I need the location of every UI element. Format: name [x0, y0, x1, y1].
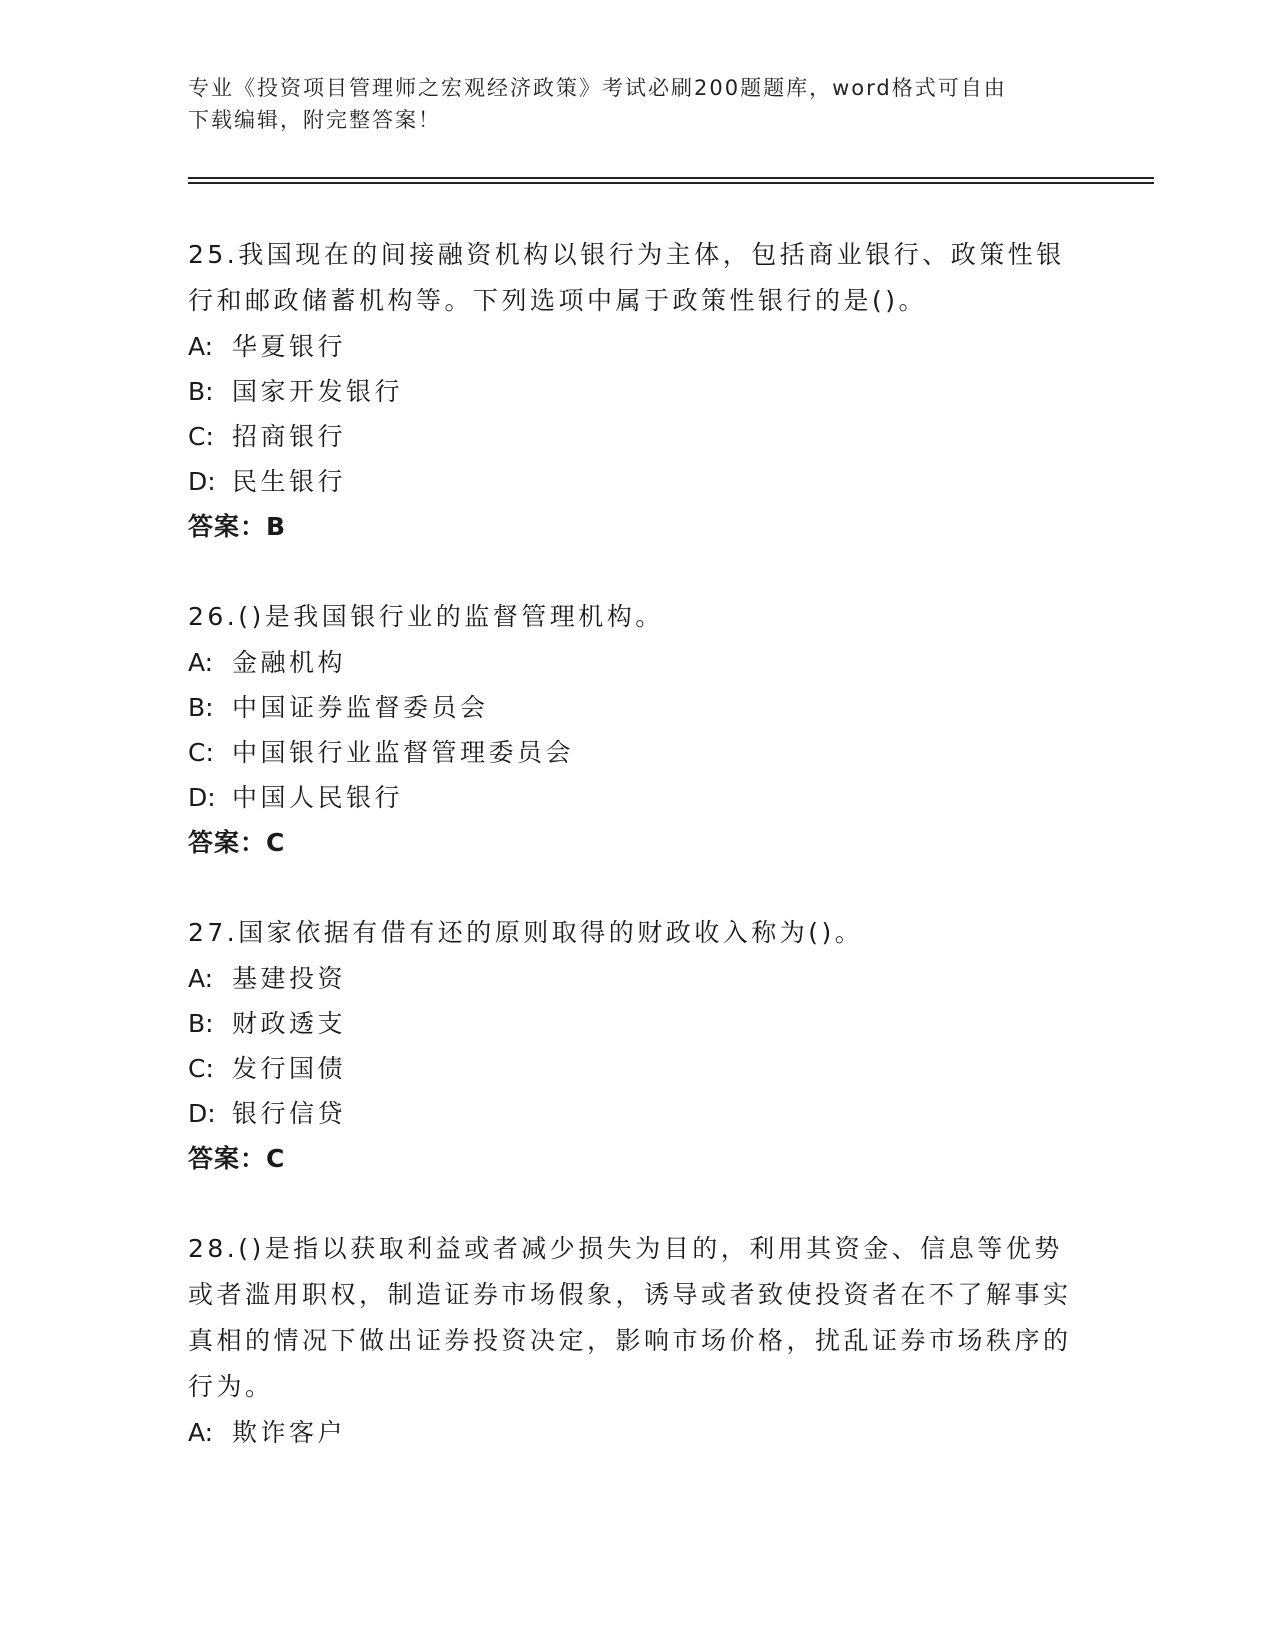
option-text: 华夏银行: [232, 332, 347, 361]
option-key: B:: [188, 1009, 214, 1038]
question-27: [188, 910, 1088, 1182]
option-text: 民生银行: [232, 467, 347, 496]
option-text: 国家开发银行: [232, 377, 404, 406]
question-28: [188, 1226, 1088, 1455]
option-key: C:: [188, 738, 214, 767]
answer-label: 答案：B: [188, 512, 287, 541]
option-key: D:: [188, 783, 216, 812]
header-line-2: 下载编辑，附完整答案！: [188, 108, 441, 132]
header-divider-bottom: [188, 182, 1154, 184]
option-text: 欺诈客户: [232, 1418, 347, 1447]
question-26: [188, 594, 1088, 866]
question-list: [188, 232, 1088, 1499]
question-25: [188, 232, 1088, 550]
option-text: 财政透支: [232, 1009, 347, 1038]
option-d: [188, 1091, 1088, 1136]
option-text: 招商银行: [232, 422, 347, 451]
option-a: [188, 640, 1088, 685]
option-b: [188, 369, 1088, 414]
option-a: [188, 324, 1088, 369]
option-text: 银行信贷: [232, 1099, 347, 1128]
option-text: 中国证券监督委员会: [232, 693, 489, 722]
option-text: 金融机构: [232, 648, 347, 677]
option-c: [188, 414, 1088, 459]
answer-label: 答案：C: [188, 828, 286, 857]
option-key: C:: [188, 1054, 214, 1083]
option-b: [188, 685, 1088, 730]
option-text: 基建投资: [232, 964, 347, 993]
option-key: A:: [188, 964, 214, 993]
option-text: 中国银行业监督管理委员会: [232, 738, 575, 767]
option-d: [188, 459, 1088, 504]
option-text: 发行国债: [232, 1054, 347, 1083]
option-key: A:: [188, 648, 214, 677]
question-stem: 26.()是我国银行业的监督管理机构。: [188, 602, 664, 631]
option-c: [188, 730, 1088, 775]
option-key: B:: [188, 693, 214, 722]
option-key: B:: [188, 377, 214, 406]
option-c: [188, 1046, 1088, 1091]
option-text: 中国人民银行: [232, 783, 404, 812]
option-a: [188, 1410, 1088, 1455]
option-key: D:: [188, 467, 216, 496]
answer-label: 答案：C: [188, 1144, 286, 1173]
document-header: [188, 72, 1068, 136]
header-divider-top: [188, 177, 1154, 179]
option-key: A:: [188, 1418, 214, 1447]
option-d: [188, 775, 1088, 820]
option-key: C:: [188, 422, 214, 451]
option-a: [188, 956, 1088, 1001]
question-stem: 28.()是指以获取利益或者减少损失为目的，利用其资金、信息等优势或者滥用职权，制造证券市场假象，诱导或者致使投资者在不了解事实真相的情况下做出证券投资决定，影响市场价格，扰乱证券市场秩序的行为。: [188, 1234, 1072, 1401]
option-key: D:: [188, 1099, 216, 1128]
question-stem: 27.国家依据有借有还的原则取得的财政收入称为()。: [188, 918, 864, 947]
option-b: [188, 1001, 1088, 1046]
question-stem: 25.我国现在的间接融资机构以银行为主体，包括商业银行、政策性银行和邮政储蓄机构等。下列选项中属于政策性银行的是()。: [188, 240, 1065, 315]
header-line-1: 专业《投资项目管理师之宏观经济政策》考试必刷200题题库，word格式可自由: [188, 76, 1007, 100]
option-key: A:: [188, 332, 214, 361]
